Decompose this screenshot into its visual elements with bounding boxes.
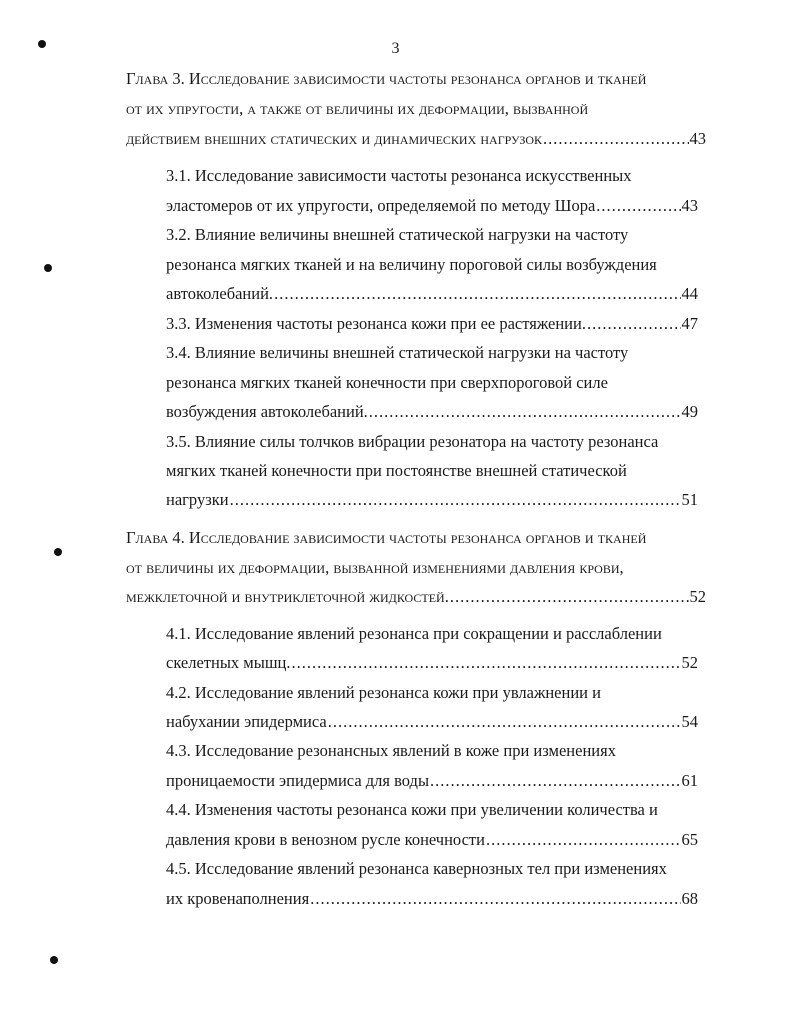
dot-leader <box>274 284 680 304</box>
section-title <box>166 343 628 363</box>
section-title <box>166 859 667 879</box>
section-line: 4.5. Исследование явлений резонанса кавернозных тел при изменениях <box>166 859 667 878</box>
toc-entry-section-4-3[interactable] <box>166 771 698 791</box>
section-line: автоколебаний. <box>166 284 274 303</box>
section-line: возбуждения автоколебаний. <box>166 402 368 421</box>
section-line: набухании эпидермиса <box>166 712 327 731</box>
toc-entry-section-4-2[interactable] <box>166 712 698 732</box>
section-line: 4.4. Изменения частоты резонанса кожи при увеличении количества и <box>166 800 658 819</box>
dot-leader <box>450 587 689 607</box>
chapter-line: от величины их деформации, вызванной изменениями давления крови, <box>126 558 624 577</box>
toc-entry-section-4-5[interactable] <box>166 889 698 909</box>
section-title <box>166 461 627 481</box>
section-line: проницаемости эпидермиса для воды <box>166 771 430 790</box>
toc-page-number: 43 <box>681 196 698 215</box>
punch-hole-mark <box>54 548 62 556</box>
page-number: 3 <box>391 40 400 57</box>
chapter-3-title <box>126 69 646 89</box>
chapter-4-title <box>126 558 624 578</box>
section-title <box>166 255 657 275</box>
toc-entry-chapter-3[interactable] <box>126 129 706 149</box>
section-title <box>166 683 601 703</box>
toc-page-number: 44 <box>681 284 698 303</box>
dot-leader <box>328 712 681 732</box>
dot-leader <box>486 830 681 850</box>
chapter-line: Глава 4. Исследование зависимости частоты резонанса органов и тканей <box>126 528 647 547</box>
dot-leader <box>310 889 680 909</box>
section-line: 4.3. Исследование резонансных явлений в коже при изменениях <box>166 741 616 760</box>
chapter-line: межклеточной и внутриклеточной жидкостей. <box>126 587 449 606</box>
section-title <box>166 741 616 761</box>
section-line: 3.2. Влияние величины внешней статической нагрузки на частоту <box>166 225 629 244</box>
section-title <box>166 800 658 820</box>
toc-entry-section-3-2[interactable] <box>166 284 698 304</box>
punch-hole-mark <box>44 264 52 272</box>
toc-entry-section-4-1[interactable] <box>166 653 698 673</box>
section-title <box>166 432 658 452</box>
chapter-4-title <box>126 528 646 548</box>
section-line: резонанса мягких тканей конечности при сверхпороговой силе <box>166 373 608 392</box>
chapter-3-title <box>126 99 588 119</box>
chapter-line: Глава 3. Исследование зависимости частоты резонанса органов и тканей <box>126 69 647 88</box>
toc-page-number: 68 <box>681 889 698 908</box>
toc-page-number: 43 <box>689 129 706 148</box>
chapter-line: от их упругости, а также от величины их деформации, вызванной <box>126 99 589 118</box>
toc-entry-section-3-3[interactable] <box>166 314 698 334</box>
dot-leader <box>369 402 681 422</box>
toc-page-number: 54 <box>681 712 698 731</box>
toc-entry-chapter-4[interactable] <box>126 587 706 607</box>
section-line: 4.2. Исследование явлений резонанса кожи при увлажнении и <box>166 683 601 702</box>
section-line: 4.1. Исследование явлений резонанса при сокращении и расслаблении <box>166 624 662 643</box>
section-title <box>166 225 628 245</box>
section-line: 3.5. Влияние силы толчков вибрации резонатора на частоту резонанса <box>166 432 659 451</box>
punch-hole-mark <box>50 956 58 964</box>
toc-entry-section-3-1[interactable] <box>166 196 698 216</box>
section-title <box>166 373 608 393</box>
toc-entry-section-3-5[interactable] <box>166 490 698 510</box>
section-line: нагрузки <box>166 490 229 509</box>
toc-entry-section-4-4[interactable] <box>166 830 698 850</box>
chapter-line: действием внешних статических и динамических нагрузок <box>126 129 543 148</box>
toc-page-number: 49 <box>681 402 698 421</box>
section-line: давления крови в венозном русле конечности <box>166 830 485 849</box>
dot-leader <box>230 490 681 510</box>
dot-leader <box>430 771 680 791</box>
dot-leader <box>596 196 680 216</box>
section-title <box>166 624 662 644</box>
toc-page-number: 52 <box>681 653 698 672</box>
dot-leader <box>292 653 681 673</box>
section-line: мягких тканей конечности при постоянстве внешней статической <box>166 461 627 480</box>
toc-page-number: 52 <box>689 587 706 606</box>
toc-page-number: 51 <box>681 490 698 509</box>
section-line: резонанса мягких тканей и на величину пороговой силы возбуждения <box>166 255 657 274</box>
toc-entry-section-3-4[interactable] <box>166 402 698 422</box>
section-line: 3.4. Влияние величины внешней статической нагрузки на частоту <box>166 343 629 362</box>
toc-page-number: 47 <box>681 314 698 333</box>
section-line: 3.1. Исследование зависимости частоты резонанса искусственных <box>166 166 632 185</box>
section-line: их кровенаполнения <box>166 889 310 908</box>
section-title <box>166 166 632 186</box>
toc-page-number: 61 <box>681 771 698 790</box>
toc-page-number: 65 <box>681 830 698 849</box>
dot-leader <box>543 129 688 149</box>
section-line: эластомеров от их упругости, определяемой по методу Шора <box>166 196 596 215</box>
dot-leader <box>587 314 681 334</box>
section-line: 3.3. Изменения частоты резонанса кожи при ее растяжении. <box>166 314 586 333</box>
punch-hole-mark <box>38 40 46 48</box>
section-line: скелетных мышц. <box>166 653 291 672</box>
